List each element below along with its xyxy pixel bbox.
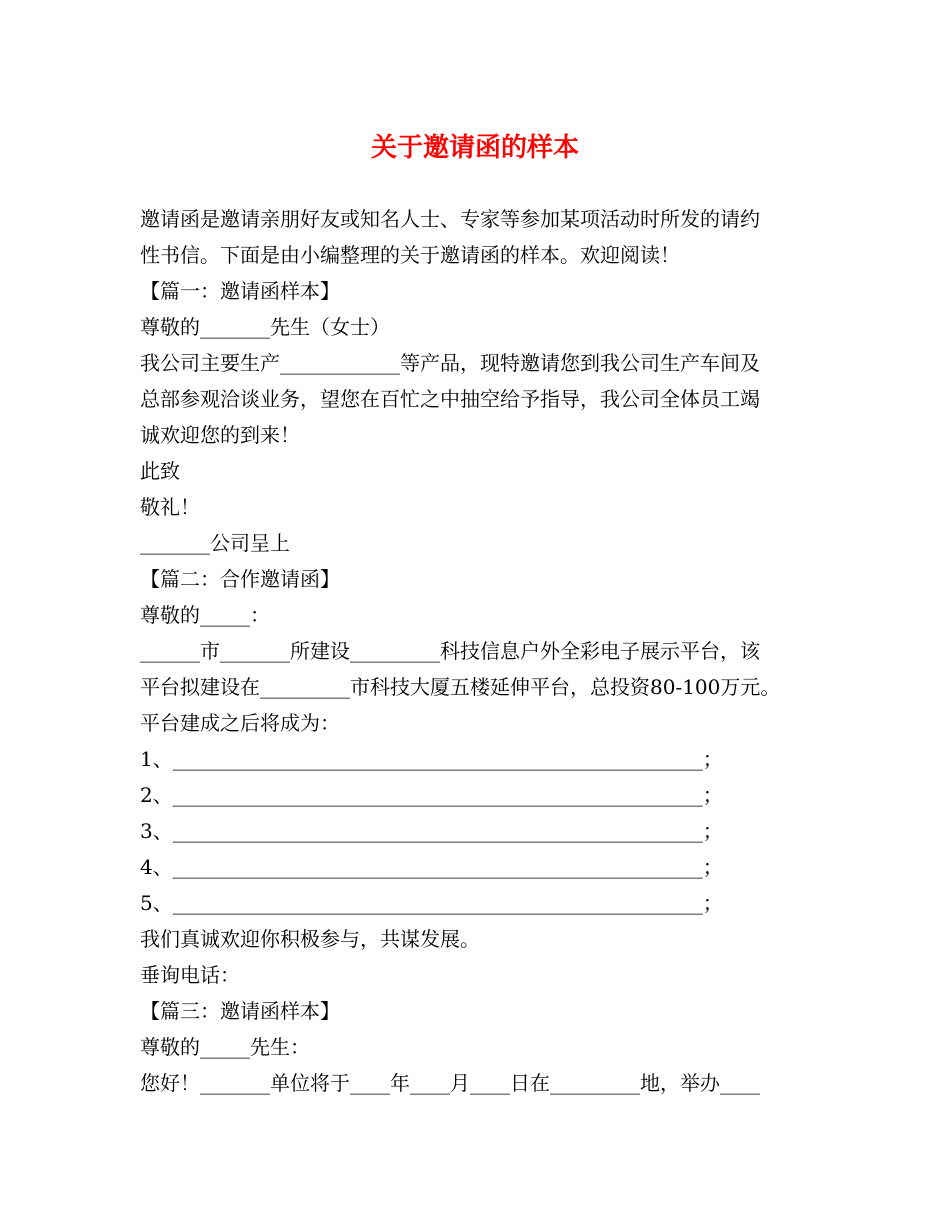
paragraph-line: 平台拟建设在_________市科技大厦五楼延伸平台，总投资80-100万元。 (140, 675, 781, 699)
section-heading-2: 【篇二：合作邀请函】 (140, 567, 340, 591)
paragraph-line: ______市_______所建设_________科技信息户外全彩电子展示平台，该 (140, 639, 760, 663)
closing-line: 敬礼！ (140, 495, 200, 519)
paragraph-line: 我公司主要生产____________等产品，现特邀请您到我公司生产车间及 (140, 351, 760, 375)
paragraph-line: 诚欢迎您的到来！ (140, 423, 300, 447)
salutation-2: 尊敬的_____： (140, 603, 270, 627)
list-item: 1、_____________________________________________________； (140, 747, 723, 771)
salutation-3: 尊敬的_____先生： (140, 1035, 310, 1059)
list-item: 2、_____________________________________________________； (140, 783, 723, 807)
paragraph-line: 我们真诚欢迎你积极参与，共谋发展。 (140, 927, 480, 951)
section-heading-1: 【篇一：邀请函样本】 (140, 279, 340, 303)
closing-line: 此致 (140, 459, 180, 483)
intro-line-1: 邀请函是邀请亲朋好友或知名人士、专家等参加某项活动时所发的请约 (140, 207, 760, 231)
section-heading-3: 【篇三：邀请函样本】 (140, 999, 340, 1023)
paragraph-line: 平台建成之后将成为： (140, 711, 340, 735)
list-item: 3、_____________________________________________________； (140, 819, 723, 843)
signature-line: _______公司呈上 (140, 531, 290, 555)
document-body (140, 201, 840, 1101)
document-title: 关于邀请函的样本 (370, 133, 579, 163)
list-item: 5、_____________________________________________________； (140, 891, 723, 915)
paragraph-line: 总部参观洽谈业务，望您在百忙之中抽空给予指导，我公司全体员工竭 (140, 387, 760, 411)
contact-line: 垂询电话： (140, 963, 240, 987)
list-item: 4、_____________________________________________________； (140, 855, 723, 879)
salutation-1: 尊敬的_______先生（女士） (140, 315, 390, 339)
intro-line-2: 性书信。下面是由小编整理的关于邀请函的样本。欢迎阅读！ (140, 243, 680, 267)
paragraph-line: 您好！_______单位将于____年____月____日在_________地，举办____ (140, 1071, 760, 1095)
